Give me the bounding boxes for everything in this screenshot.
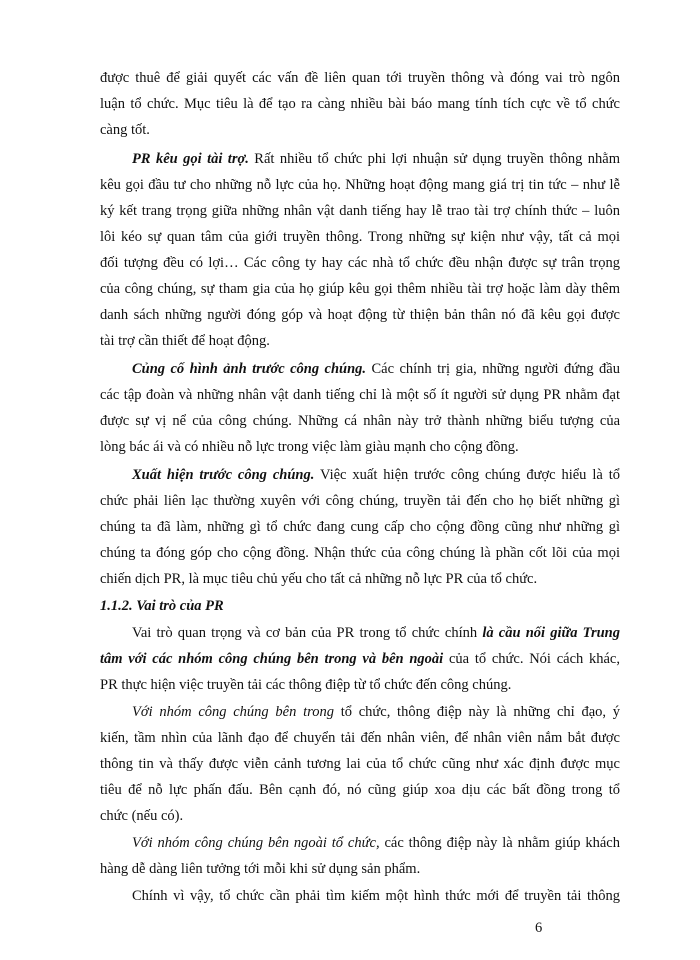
text-line: của công chúng, sự tham gia của họ giúp kêu gọi thêm nhiều tài trợ hoặc làm dày thêm [100,281,620,297]
text-line: lôi kéo sự quan tâm của giới truyền thông. Trong những sự kiện như vậy, tất cả mọi [100,229,620,245]
text-line: luận tổ chức. Mục tiêu là để tạo ra càng nhiều bài báo mang tính tích cực về tổ chức [100,96,620,112]
text-line: các tập đoàn và những nhân vật danh tiếng chỉ là một số ít người sử dụng PR nhằm đạt [100,387,620,403]
text-line: chiến dịch PR, là mục tiêu chủ yếu cho tất cả những nỗ lực PR của tổ chức. [100,571,538,587]
section-heading: 1.1.2. Vai trò của PR [100,598,224,614]
text-line: chức phải liên lạc thường xuyên với công chúng, truyền tải đến cho họ biết những gì [100,493,620,509]
paragraph-first-line: Với nhóm công chúng bên ngoài tổ chức, các thông điệp này là nhằm giúp khách [132,835,620,851]
paragraph-first-line: Vai trò quan trọng và cơ bản của PR trong tổ chức chính là cầu nối giữa Trung [132,625,620,641]
paragraph-first-line: Chính vì vậy, tổ chức cần phải tìm kiếm một hình thức mới để truyền tải thông [132,888,620,904]
paragraph-first-line: Với nhóm công chúng bên trong tổ chức, thông điệp này là những chỉ đạo, ý [132,704,620,720]
text-line: tiêu để nỗ lực phấn đấu. Bên cạnh đó, nó cũng giúp xoa dịu các bất đồng trong tổ [100,782,620,798]
text-line: ký kết trang trọng giữa những nhân vật danh tiếng hay lễ trao tài trợ chính thức – luôn [100,203,620,219]
text-line: kiến, tầm nhìn của lãnh đạo để chuyển tải đến nhân viên, để nhân viên nắm bắt được [100,730,620,746]
text-line: danh sách những người đóng góp và hoạt động từ thiện bản thân nó đã kêu gọi được [100,307,620,323]
text-line: chúng ta đóng góp cho cộng đồng. Nhận thức của công chúng là phần cốt lõi của mọi [100,545,620,561]
text-line: đối tượng đều có lợi… Các công ty hay các nhà tổ chức đều nhận được sự trân trọng [100,255,620,271]
text-line: hàng dễ dàng liên tưởng tới mỗi khi sử dụng sản phẩm. [100,861,421,877]
text-line: lòng bác ái và có nhiều nỗ lực trong việc làm giàu mạnh cho cộng đồng. [100,439,519,455]
text-line: tài trợ cần thiết để hoạt động. [100,333,270,349]
text-line: được thuê để giải quyết các vấn đề liên quan tới truyền thông và đóng vai trò ngôn [100,70,620,86]
paragraph-first-line: PR kêu gọi tài trợ. Rất nhiều tổ chức phi lợi nhuận sử dụng truyền thông nhằm [132,151,620,167]
paragraph-first-line: Xuất hiện trước công chúng. Việc xuất hiện trước công chúng được hiểu là tổ [132,467,621,483]
paragraph-first-line: Củng cố hình ảnh trước công chúng. Các chính trị gia, những người đứng đầu [132,361,620,377]
page-number: 6 [535,920,543,936]
text-line: thông tin và thấy được viễn cảnh tương lai của tổ chức cũng như xác định được mục [100,756,620,772]
text-line: chức (nếu có). [100,808,184,824]
text-line: được sự vị nể của công chúng. Những cá nhân này trở thành những biểu tượng của [100,413,620,429]
text-line: tâm với các nhóm công chúng bên trong và bên ngoài của tổ chức. Nói cách khác, [100,651,620,667]
text-line: PR thực hiện việc truyền tải các thông điệp từ tổ chức đến công chúng. [100,677,512,693]
text-line: kêu gọi đầu tư cho những nỗ lực của họ. Những hoạt động mang giá trị tin tức – như lễ [100,177,620,193]
text-line: chúng ta đã làm, những gì tổ chức đang cung cấp cho cộng đồng cũng như những gì [100,519,620,535]
text-line: càng tốt. [100,122,150,138]
